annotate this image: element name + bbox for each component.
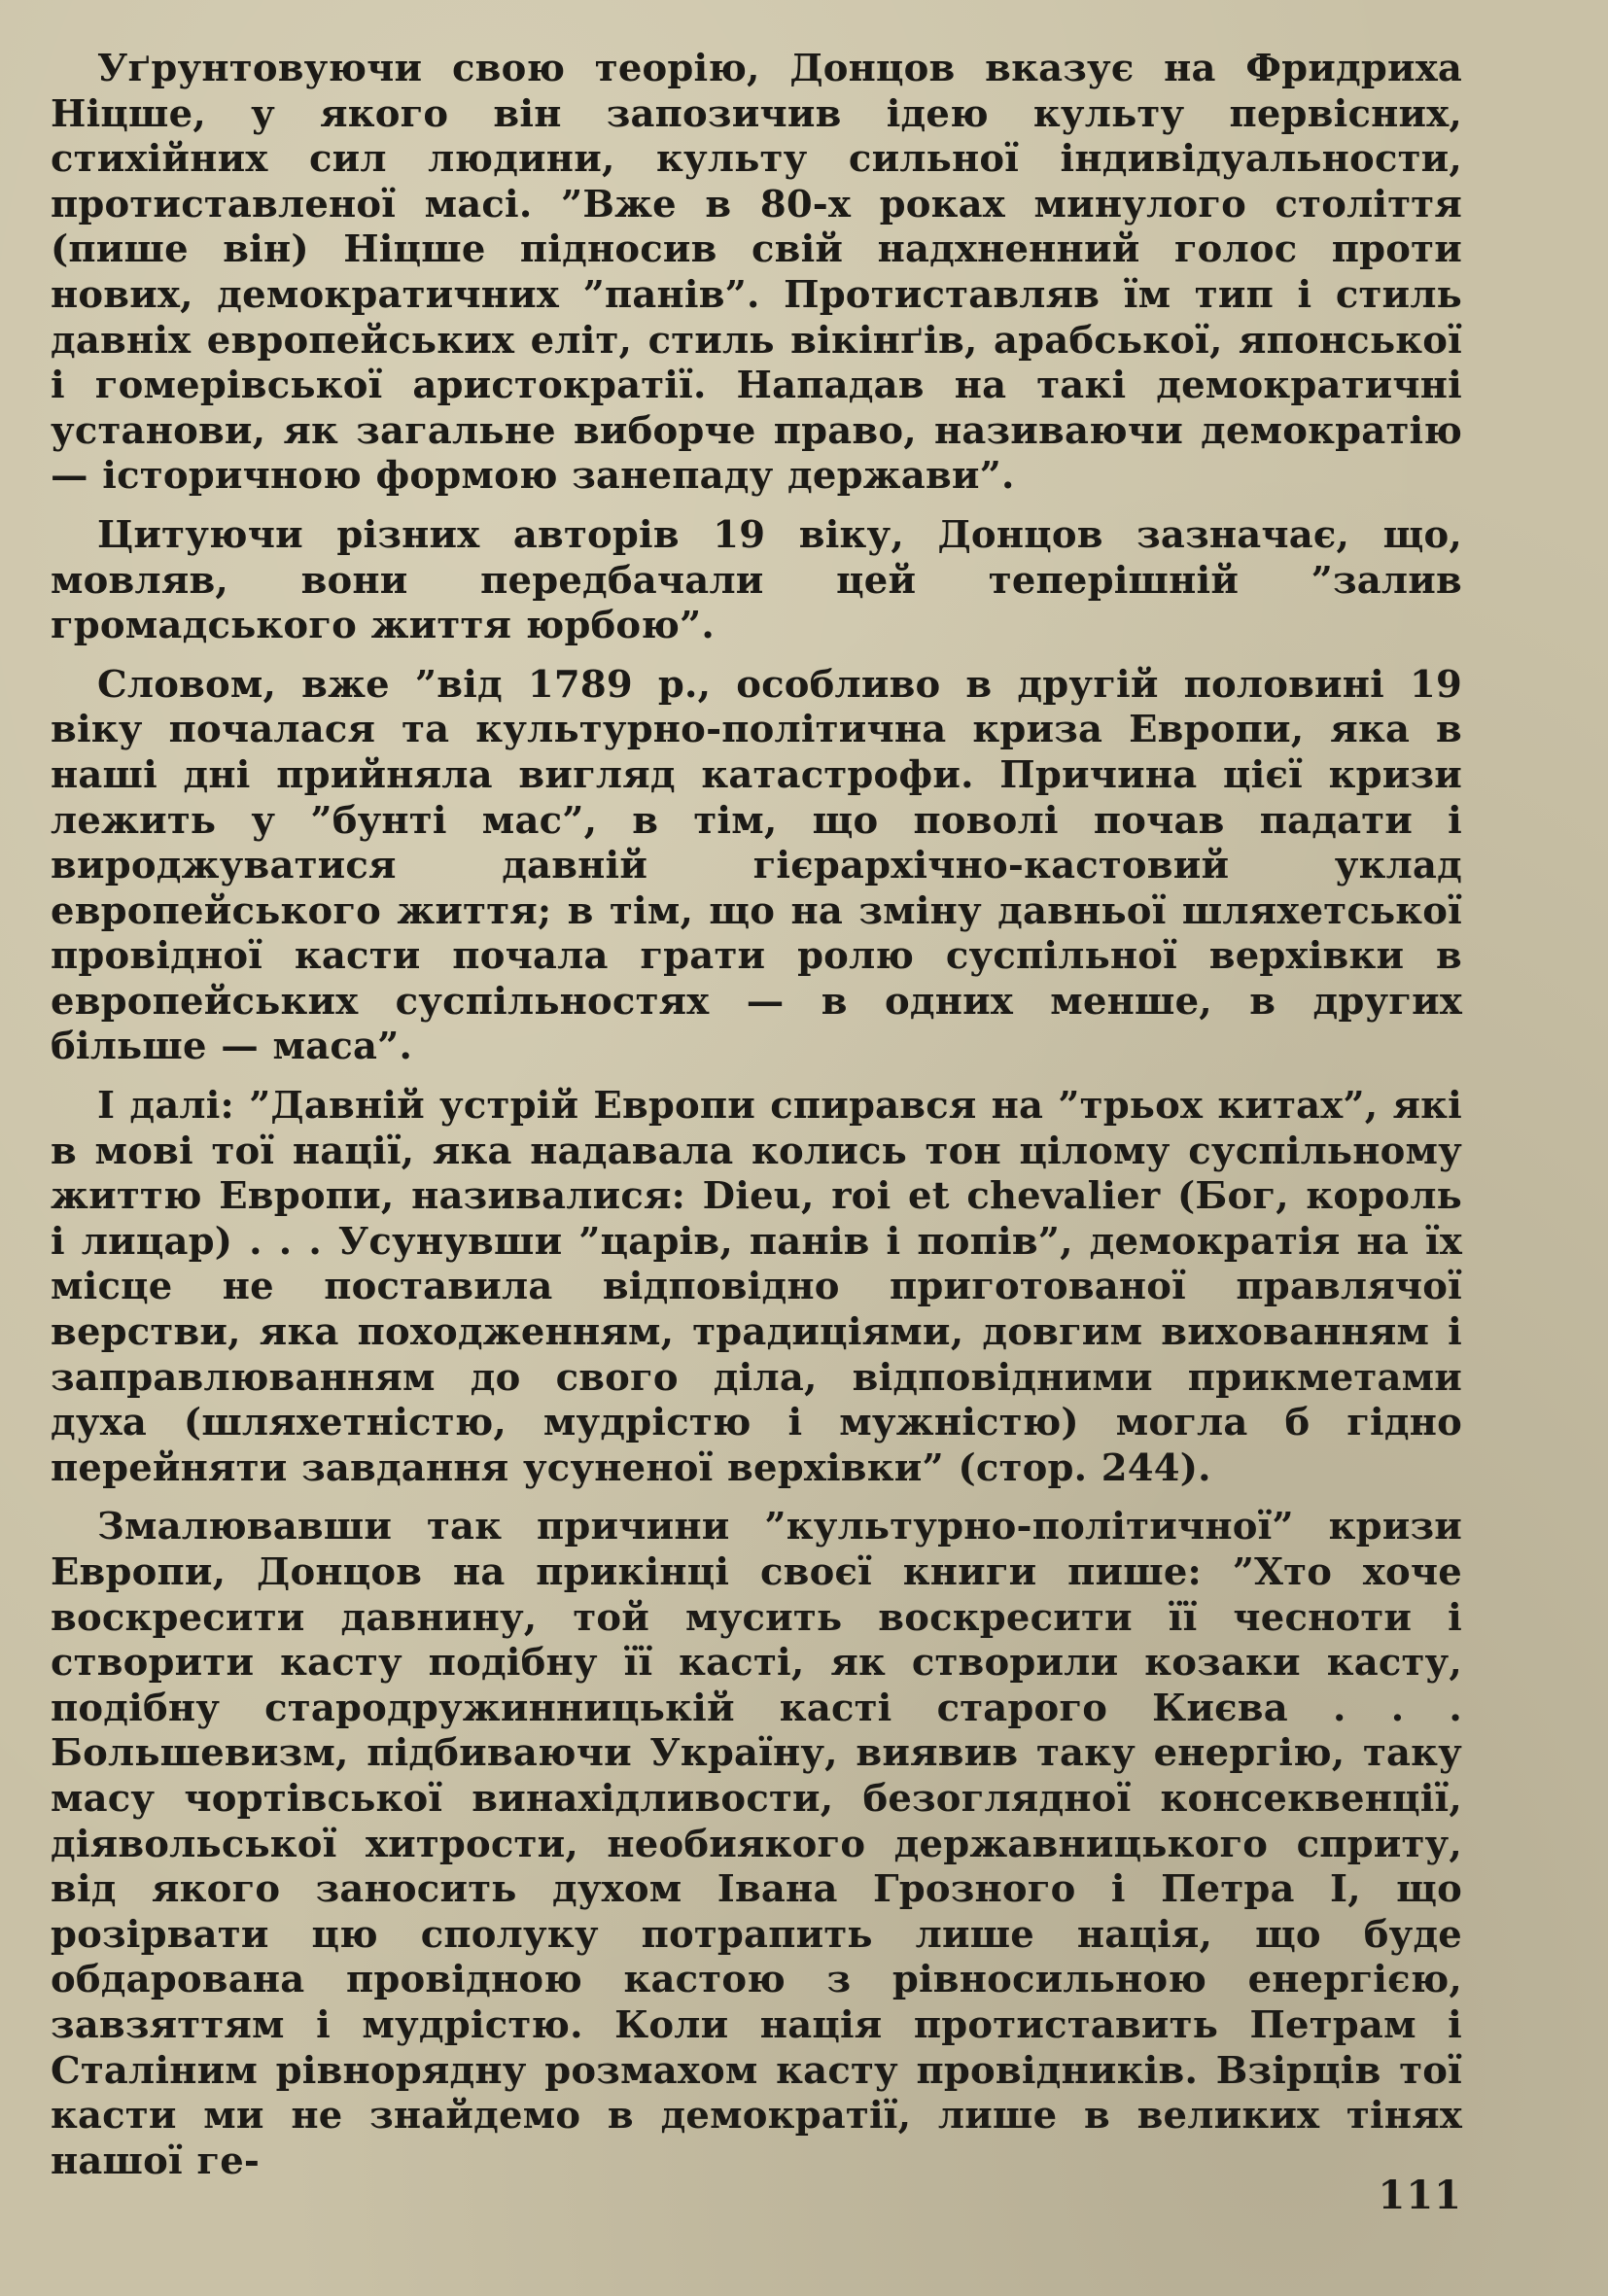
paragraph-19th-century-authors: Цитуючи різних авторів 19 віку, Донцов зазначає, що, мовляв, вони передбачали цей теперішній ”залив громадського життя юрбою”. bbox=[51, 512, 1462, 648]
paragraph-old-order: І далі: ”Давній устрій Европи спирався на ”трьох китах”, які в мові тої нації, яка надавала колись тон цілому суспільному життю Европи, називалися: Dieu, roi et chevalier (Бог, король і лицар) . . . Усунувши ”царів, панів і попів”, демократія на їх місце не поставила відповідно приготованої правлячої верстви, яка походженням, традиціями, довгим вихованням і заправлюванням до свого діла, відповідними прикметами духа (шляхетністю, мудрістю і мужністю) могла б гідно перейняти завдання усуненої верхівки” (стор. 244). bbox=[51, 1084, 1462, 1490]
paragraph-crisis-of-europe: Словом, вже ”від 1789 р., особливо в другій половині 19 віку почалася та культурно-політична криза Европи, яка в наші дні прийняла вигляд катастрофи. Причина цієї кризи лежить у ”бунті мас”, в тім, що поволі почав падати і вироджуватися давній гієрархічно-кастовий уклад европейського життя; в тім, що на зміну давньої шляхетської провідної касти почала грати ролю суспільної верхівки в европейських суспільностях — в одних менше, в других більше — маса”. bbox=[51, 662, 1462, 1069]
body-text bbox=[51, 47, 1462, 2184]
page-number: 111 bbox=[1378, 2173, 1462, 2218]
paragraph-book-conclusion: Змалювавши так причини ”культурно-політичної” кризи Европи, Донцов на прикінці своєї книги пише: ”Хто хоче воскресити давнину, той мусить воскресити її чесноти і створити касту подібну її касті, як створили козаки касту, подібну стародружинницькій касті старого Києва . . . Большевизм, підбиваючи Україну, виявив таку енергію, таку масу чортівської винахідливости, безоглядної консеквенції, діявольської хитрости, необиякого державницького сприту, від якого заносить духом Івана Грозного і Петра І, що розірвати цю сполуку потрапить лише нація, що буде обдарована провідною кастою з рівносильною енергією, завзяттям і мудрістю. Коли нація протиставить Петрам і Сталіним рівнорядну розмахом касту провідників. Взірців тої касти ми не знайдемо в демократії, лише в великих тінях нашої ге- bbox=[51, 1505, 1462, 2183]
paragraph-nietzsche: Уґрунтовуючи свою теорію, Донцов вказує на Фридриха Ніцше, у якого він запозичив ідею культу первісних, стихійних сил людини, культу сильної індивідуальности, протиставленої масі. ”Вже в 80-х роках минулого століття (пише він) Ніцше підносив свій надхненний голос проти нових, демократичних ”панів”. Протиставляв їм тип і стиль давніх европейських еліт, стиль вікінґів, арабської, японської і гомерівської аристократії. Нападав на такі демократичні установи, як загальне виборче право, називаючи демократію — історичною формою занепаду держави”. bbox=[51, 47, 1462, 499]
